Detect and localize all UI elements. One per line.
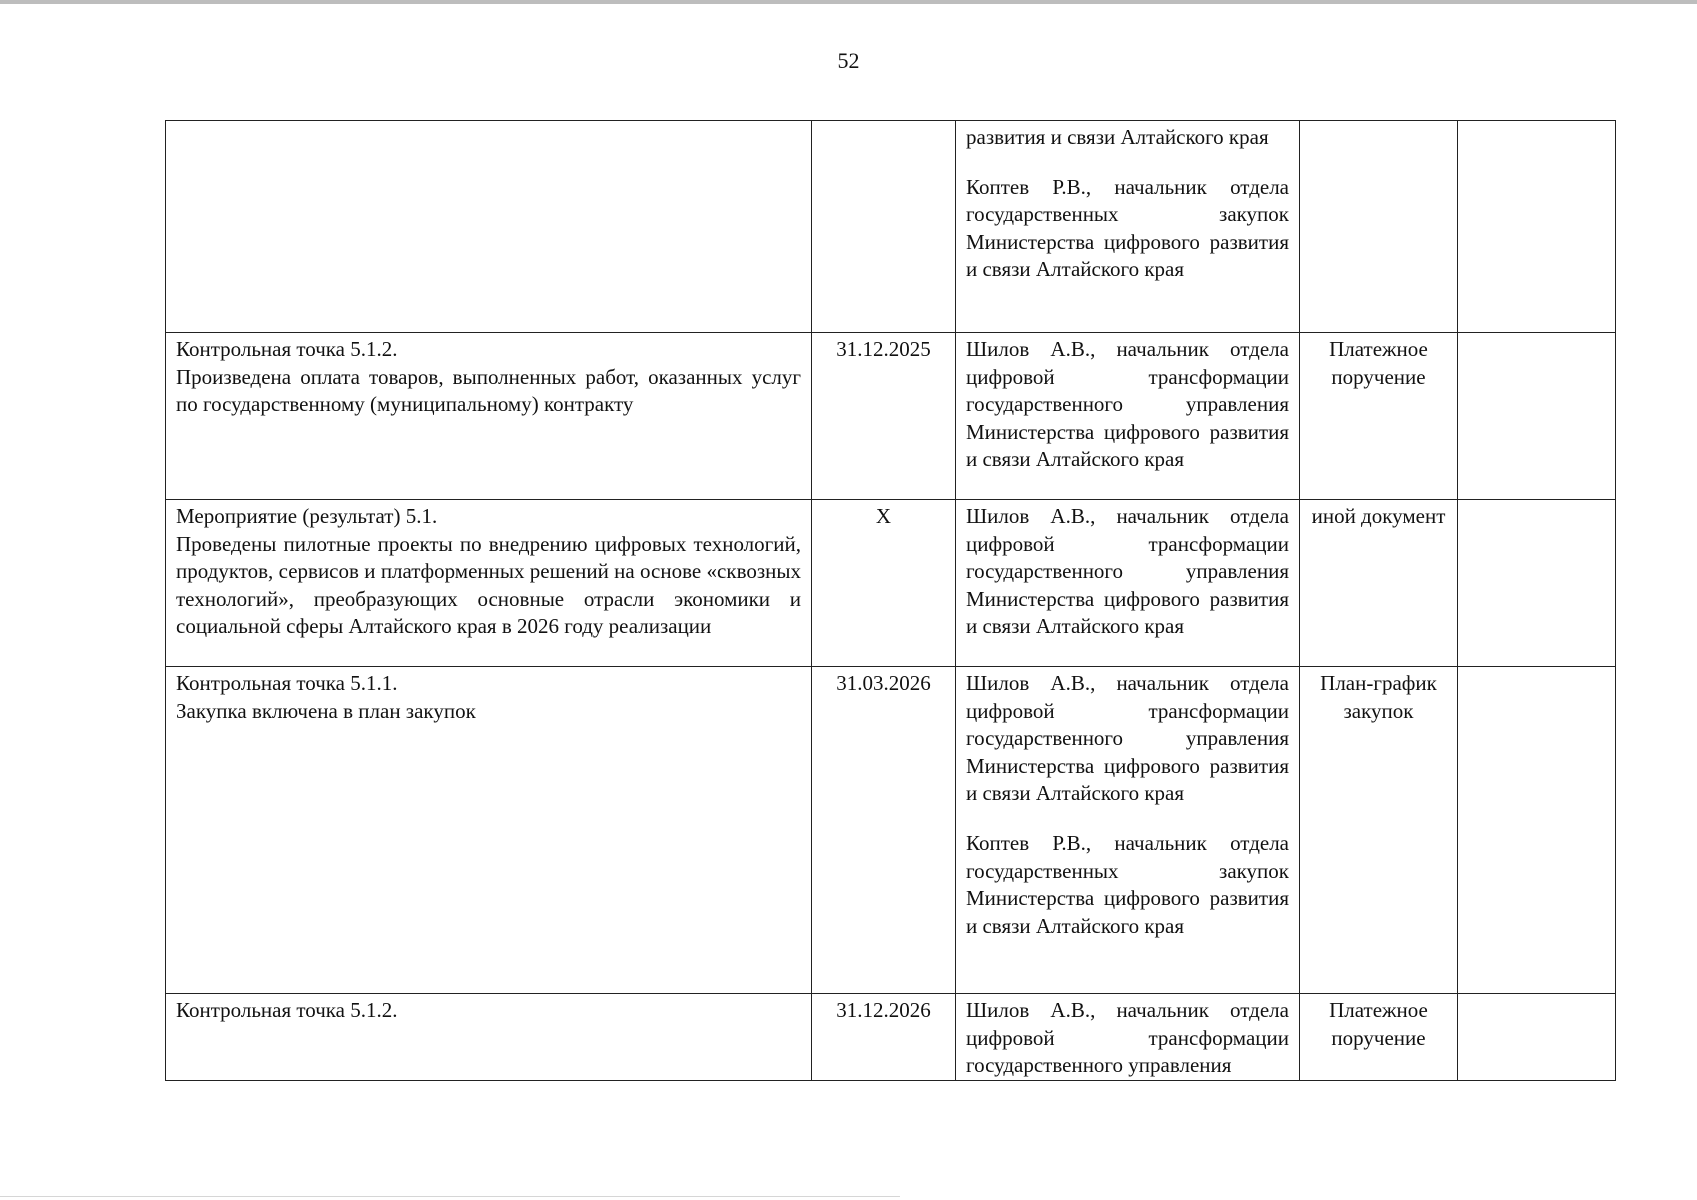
responsible-cell <box>956 994 1300 1081</box>
responsible-person: Шилов А.В., начальник отдела цифровой трансформации государственного управления Министерства цифрового развития и связи Алтайского края <box>966 337 1289 472</box>
deadline-cell: 31.12.2026 <box>812 994 956 1081</box>
responsible-person: Шилов А.В., начальник отдела цифровой трансформации государственного управления Министерства цифрового развития и связи Алтайского края <box>966 504 1289 639</box>
deadline-cell: 31.03.2026 <box>812 667 956 994</box>
event-description: Произведена оплата товаров, выполненных работ, оказанных услуг по государственному (муниципальному) контракту <box>176 364 801 417</box>
document-type-cell: Платежное поручение <box>1300 994 1458 1081</box>
event-description: Проведены пилотные проекты по внедрению цифровых технологий, продуктов, сервисов и платформенных решений на основе «сквозных технологий», преобразующих основные отрасли экономики и социальной сферы Алтайского края в 2026 году реализации <box>176 531 801 639</box>
event-name-cell <box>166 500 812 667</box>
document-type-cell: План-график закупок <box>1300 667 1458 994</box>
responsible-cell <box>956 121 1300 333</box>
empty-cell <box>1458 333 1616 500</box>
table-row <box>166 500 1616 667</box>
empty-cell <box>1458 994 1616 1081</box>
empty-cell <box>1458 500 1616 667</box>
document-type-cell <box>1300 121 1458 333</box>
responsible-person: развития и связи Алтайского края <box>966 125 1269 149</box>
scan-edge-bottom <box>0 1196 900 1197</box>
responsible-person: Шилов А.В., начальник отдела цифровой трансформации государственного управления Министерства цифрового развития и связи Алтайского края <box>966 671 1289 806</box>
empty-cell <box>1458 121 1616 333</box>
event-description: Закупка включена в план закупок <box>176 698 476 723</box>
table-row <box>166 333 1616 500</box>
empty-cell <box>1458 667 1616 994</box>
table-row <box>166 667 1616 994</box>
event-name-cell <box>166 333 812 500</box>
document-type-cell: иной документ <box>1300 500 1458 667</box>
responsible-person: Коптев Р.В., начальник отдела государственных закупок Министерства цифрового развития и связи Алтайского края <box>966 174 1289 282</box>
responsible-person: Коптев Р.В., начальник отдела государственных закупок Министерства цифрового развития и связи Алтайского края <box>966 830 1289 938</box>
table-row <box>166 994 1616 1081</box>
plan-table <box>165 120 1616 1081</box>
event-name-cell <box>166 667 812 994</box>
deadline-cell: X <box>812 500 956 667</box>
table-row <box>166 121 1616 333</box>
event-name-cell <box>166 994 812 1081</box>
deadline-cell <box>812 121 956 333</box>
event-name-cell <box>166 121 812 333</box>
responsible-cell <box>956 333 1300 500</box>
deadline-cell: 31.12.2025 <box>812 333 956 500</box>
scan-edge-top <box>0 0 1697 4</box>
event-title: Контрольная точка 5.1.2. <box>176 998 398 1022</box>
document-type-cell: Платежное поручение <box>1300 333 1458 500</box>
event-title: Контрольная точка 5.1.2. <box>176 337 398 361</box>
page-number: 52 <box>837 48 860 73</box>
responsible-cell <box>956 500 1300 667</box>
event-title: Мероприятие (результат) 5.1. <box>176 504 438 528</box>
responsible-person: Шилов А.В., начальник отдела цифровой трансформации государственного управления <box>966 998 1289 1078</box>
responsible-cell <box>956 667 1300 994</box>
event-title: Контрольная точка 5.1.1. <box>176 671 398 695</box>
